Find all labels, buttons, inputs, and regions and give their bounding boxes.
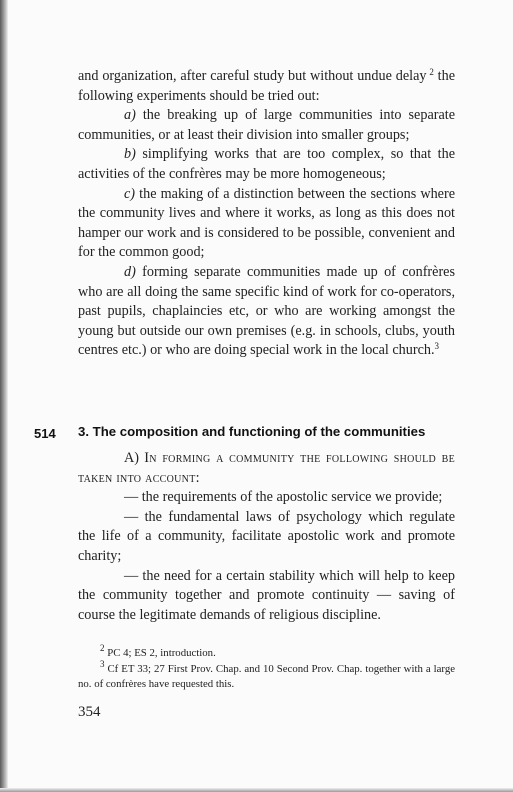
footnote-ref: 2 <box>429 67 434 77</box>
footnote <box>78 658 456 693</box>
list-item <box>78 145 455 184</box>
margin-paragraph-number: 514 <box>34 426 56 441</box>
footnote-ref: 3 <box>434 341 440 352</box>
footnote-marker: 2 <box>100 643 105 653</box>
item-text: simplifying works that are too complex, so that the activities of the confrères may be more homogeneous; <box>78 146 455 182</box>
subheading-label: A) <box>124 450 139 466</box>
item-text: the making of a distinction between the sections where the community lives and where it works, as long as this does not hamper our work and is considered to be possible, convenient and for the common good; <box>78 185 455 261</box>
intro-paragraph <box>78 67 455 106</box>
item-text: forming separate communities made up of confrères who are all doing the same specific kind of work for co-operators, past pupils, chaplaincies etc, or who are working amongst the young but outside our own premises (e.g. in schools, clubs, youth centres etc.) or who are doing special work in the local church. <box>78 263 455 359</box>
page-left-edge <box>0 0 8 792</box>
list-item <box>78 263 455 361</box>
list-item: — the need for a certain stability which will help to keep the community together and promote continuity — saving of course the legitimate demands of religious discipline. <box>78 567 455 623</box>
footnote <box>78 643 455 662</box>
page-number: 354 <box>78 704 101 720</box>
intro-text-rest: the following experiments should be tried out: <box>78 68 455 104</box>
section-body <box>78 449 455 625</box>
item-label: c) <box>124 185 136 202</box>
list-item <box>78 106 455 145</box>
footnote-text: Cf ET 33; 27 First Prov. Chap. and 10 Second Prov. Chap. together with a large no. of confrères have requested this. <box>78 662 456 690</box>
subheading-text: In forming a community the following should be taken into account: <box>78 450 456 486</box>
footnote-text: PC 4; ES 2, introduction. <box>107 647 216 659</box>
intro-text: and organization, after careful study but without undue delay <box>78 68 427 84</box>
footnotes <box>78 643 456 693</box>
footnote-marker: 3 <box>100 658 105 669</box>
list-item <box>78 185 455 263</box>
list-item: — the fundamental laws of psychology which regulate the life of a community, facilitate apostolic work and promote charity; <box>78 508 455 564</box>
item-label: a) <box>124 107 136 124</box>
item-label: d) <box>124 263 136 280</box>
section-heading: 3. The composition and functioning of the communities <box>78 424 426 439</box>
page-bottom-edge <box>0 788 513 792</box>
item-text: the breaking up of large communities into separate communities, or at least their division into smaller groups; <box>78 107 455 143</box>
list-item: — the requirements of the apostolic service we provide; <box>124 489 443 506</box>
main-text <box>78 67 455 361</box>
item-label: b) <box>124 146 136 163</box>
subheading <box>78 449 455 488</box>
